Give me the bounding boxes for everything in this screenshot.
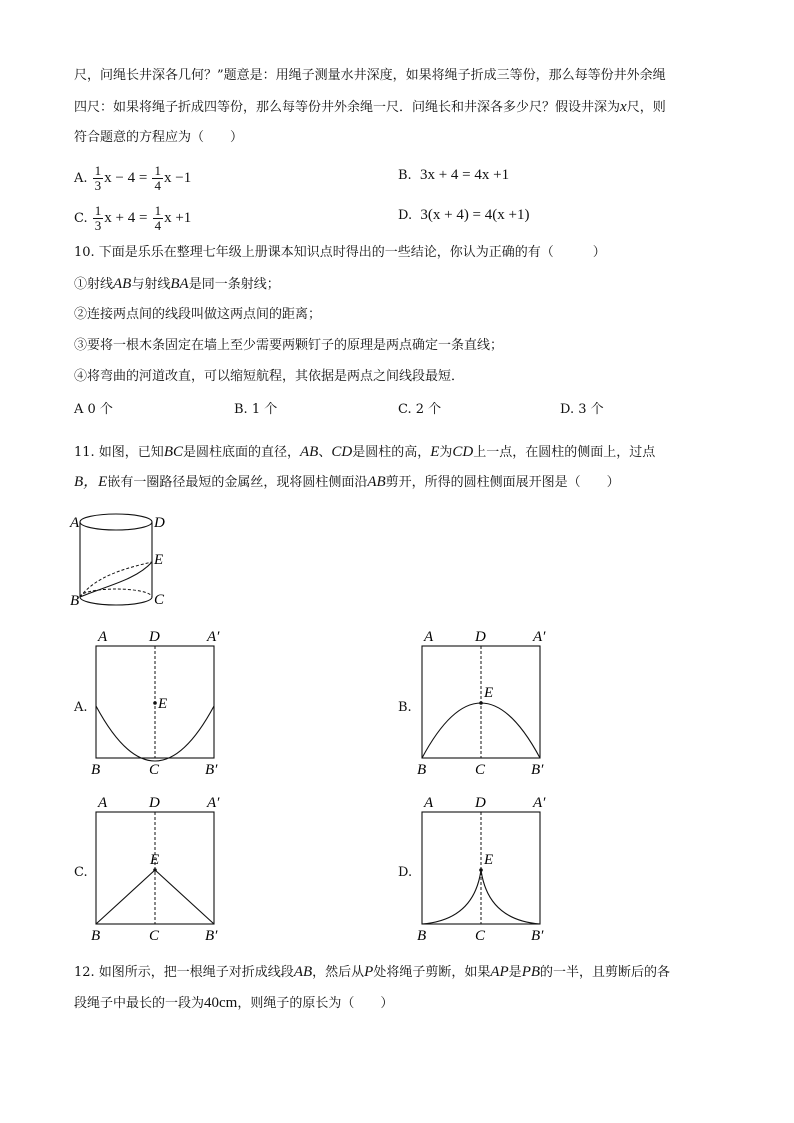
svg-text:A′: A′ bbox=[207, 629, 220, 645]
q9-line2: 四尺：如果将绳子折成四等份，那么每等份井外余绳一尺．问绳长和井深各多少尺？假设井深为x尺，则 bbox=[74, 99, 666, 115]
svg-text:B′: B′ bbox=[531, 928, 544, 942]
svg-text:A′: A′ bbox=[533, 795, 546, 811]
q9-option-b[interactable]: B. 3x + 4 = 4x +1 bbox=[398, 167, 510, 183]
svg-text:E: E bbox=[484, 852, 494, 868]
svg-text:A: A bbox=[98, 629, 108, 645]
svg-text:B: B bbox=[91, 928, 101, 942]
q9-line3: 符合题意的方程应为（ ） bbox=[74, 130, 244, 145]
q11-option-d-label[interactable]: D. bbox=[398, 865, 413, 880]
svg-text:B′: B′ bbox=[205, 928, 218, 942]
q12-stem-line1: 12. 如图所示，把一根绳子对折成线段AB，然后从P处将绳子剪断，如果AP是PB的一半，且剪断后的各 bbox=[74, 964, 671, 980]
cyl-label-a: A bbox=[70, 515, 80, 531]
q11-option-a-label[interactable]: A. bbox=[74, 700, 88, 715]
q11-option-a-figure[interactable] bbox=[88, 626, 224, 776]
q12-stem-line2: 段绳子中最长的一段为40cm，则绳子的原长为（ ） bbox=[74, 995, 394, 1011]
svg-text:D: D bbox=[475, 629, 486, 645]
svg-text:A: A bbox=[98, 795, 108, 811]
q11-option-b-figure[interactable] bbox=[414, 626, 550, 776]
svg-text:B: B bbox=[91, 762, 101, 776]
q10-statement-2: ②连接两点间的线段叫做这两点间的距离； bbox=[74, 307, 322, 322]
svg-text:C: C bbox=[475, 762, 486, 776]
svg-text:B: B bbox=[417, 762, 427, 776]
svg-text:E: E bbox=[158, 696, 168, 712]
q10-option-d[interactable]: D. 3 个 bbox=[560, 402, 604, 417]
svg-text:D: D bbox=[149, 629, 160, 645]
svg-text:A′: A′ bbox=[207, 795, 220, 811]
q10-statement-1: ①射线AB与射线BA是同一条射线； bbox=[74, 276, 280, 292]
svg-text:E: E bbox=[484, 685, 494, 701]
svg-text:C: C bbox=[149, 928, 160, 942]
q9-line1: 尺，问绳长井深各几何？”题意是：用绳子测量水井深度，如果将绳子折成三等份，那么每等份井外余绳 bbox=[74, 68, 666, 83]
q9-option-d[interactable]: D. 3(x + 4) = 4(x +1) bbox=[398, 207, 530, 223]
q11-stem-line2: B，E嵌有一圈路径最短的金属丝，现将圆柱侧面沿AB剪开，所得的圆柱侧面展开图是（ ） bbox=[74, 474, 620, 490]
svg-text:B: B bbox=[417, 928, 427, 942]
cyl-label-d: D bbox=[154, 515, 165, 531]
svg-text:A: A bbox=[424, 795, 434, 811]
q10-statement-4: ④将弯曲的河道改直，可以缩短航程，其依据是两点之间线段最短． bbox=[74, 369, 465, 384]
q11-stem-line1: 11. 如图，已知BC是圆柱底面的直径，AB、CD是圆柱的高，E为CD上一点，在圆柱的侧面上，过点 bbox=[74, 444, 656, 460]
q11-option-d-figure[interactable] bbox=[414, 792, 550, 942]
svg-text:C: C bbox=[475, 928, 486, 942]
svg-text:A′: A′ bbox=[533, 629, 546, 645]
cyl-label-c: C bbox=[154, 592, 165, 608]
cylinder-figure bbox=[66, 506, 176, 618]
svg-text:B′: B′ bbox=[531, 762, 544, 776]
q10-option-a[interactable]: A 0 个 bbox=[74, 402, 113, 417]
cyl-label-b: B bbox=[70, 593, 80, 609]
svg-text:A: A bbox=[424, 629, 434, 645]
q11-option-c-figure[interactable] bbox=[88, 792, 224, 942]
svg-text:C: C bbox=[149, 762, 160, 776]
svg-text:B′: B′ bbox=[205, 762, 218, 776]
q10-option-c[interactable]: C. 2 个 bbox=[398, 402, 442, 417]
q9-option-c[interactable]: C. $\frac{1}{3}$ x + 4 = $\frac{1}{4}$ x +1 bbox=[74, 203, 192, 233]
q9-option-a[interactable]: A. $\frac{1}{3}$ x − 4 = $\frac{1}{4}$ x −1 bbox=[74, 163, 192, 193]
q10-statement-3: ③要将一根木条固定在墙上至少需要两颗钉子的原理是两点确定一条直线； bbox=[74, 338, 504, 353]
q10-stem: 10. 下面是乐乐在整理七年级上册课本知识点时得出的一些结论，你认为正确的有（ ） bbox=[74, 245, 606, 260]
q11-option-b-label[interactable]: B. bbox=[398, 700, 412, 715]
q10-option-b[interactable]: B. 1 个 bbox=[234, 402, 278, 417]
svg-text:D: D bbox=[475, 795, 486, 811]
q11-option-c-label[interactable]: C. bbox=[74, 865, 88, 880]
svg-text:D: D bbox=[149, 795, 160, 811]
cyl-label-e: E bbox=[154, 552, 164, 568]
svg-text:E: E bbox=[150, 852, 160, 868]
